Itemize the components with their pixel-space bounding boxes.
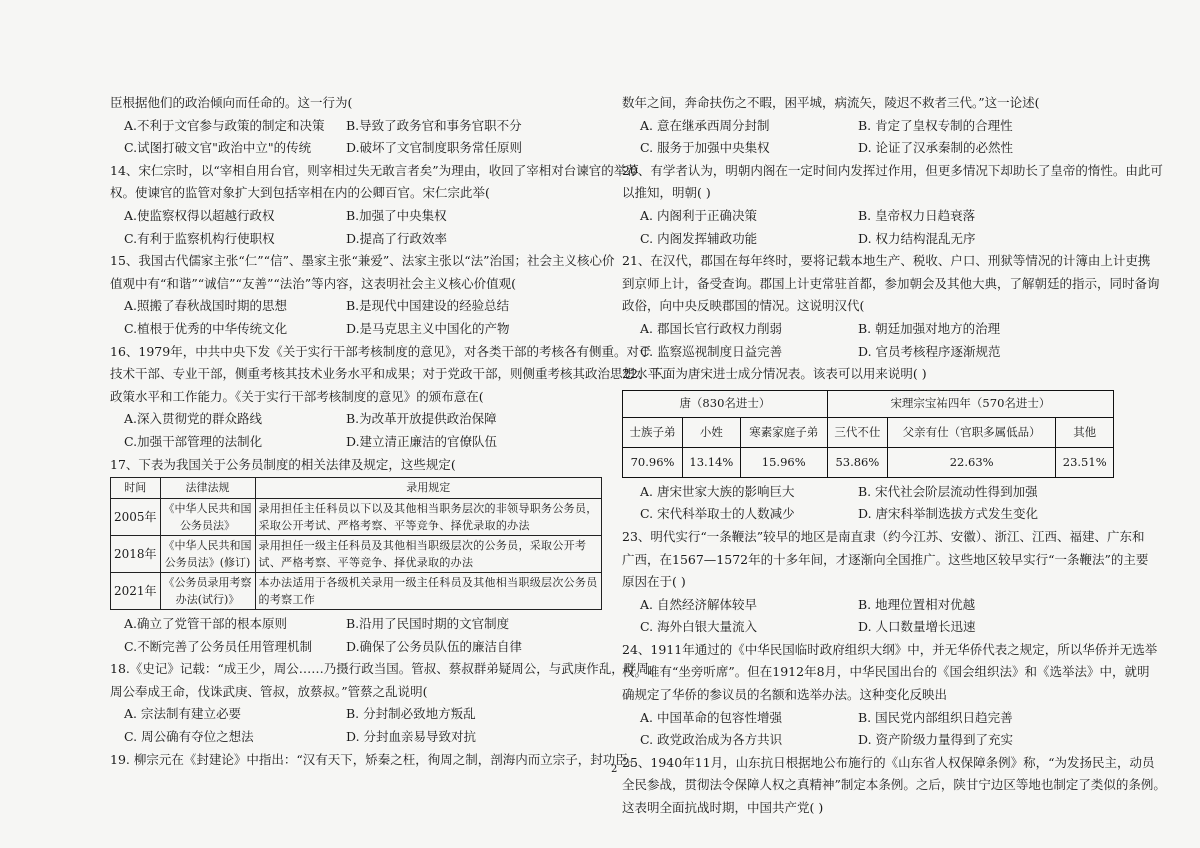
option-a: A. 内阁利于正确决策 xyxy=(640,207,757,223)
question-13-options-cd xyxy=(110,137,604,160)
option-c: C. 政党政治成为各方共识 xyxy=(640,732,783,748)
question-22-options-ab xyxy=(622,481,1120,504)
page-number: 2 xyxy=(611,764,618,775)
header-cell: 其他 xyxy=(1056,417,1114,447)
option-c: C. 周公确有夺位之想法 xyxy=(124,729,254,745)
table-row xyxy=(623,447,1114,477)
question-16-options-ab xyxy=(110,408,604,431)
question-20-stem-line: 20、有学者认为，明朝内阁在一定时间内发挥过作用，但更多情况下却助长了皇帝的惰性。由此可 xyxy=(622,162,1163,178)
question-24-options-cd xyxy=(622,729,1120,752)
question-25-stem-line: 全民参战，贯彻法令保障人权之真精神”制定本条例。之后，陕甘宁边区等地也制定了类似的条例。 xyxy=(622,777,1166,793)
option-b: B. 朝廷加强对地方的治理 xyxy=(858,320,1001,336)
law-cell: 《公务员录用考察办法(试行)》 xyxy=(160,573,255,610)
question-14-stem-line: 14、宋仁宗时，以“宰相自用台官，则宰相过失无敢言者矣”为理由，收回了宰相对台谏官的举荐 xyxy=(110,162,639,178)
option-d: D. 分封血亲易导致对抗 xyxy=(346,729,477,745)
law-cell: 《中华人民共和国公务员法》(修订) xyxy=(160,536,255,573)
header-cell: 法律法规 xyxy=(160,478,255,499)
value-cell: 70.96% xyxy=(623,447,683,477)
option-a: A. 意在继承西周分封制 xyxy=(640,117,770,133)
option-a: A.确立了党管干部的根本原则 xyxy=(124,616,288,632)
question-25-stem-line: 25、1940年11月，山东抗日根据地公布施行的《山东省人权保障条例》称，“为发扬民主，动员 xyxy=(622,754,1155,770)
option-c: C.试图打破文官"政治中立"的传统 xyxy=(124,140,312,156)
option-a: A. 中国革命的包容性增强 xyxy=(640,709,782,725)
question-16-stem-line: 技术干部、专业干部，侧重考核其技术业务水平和成果；对于党政干部，则侧重考核其政治思想水平、 xyxy=(110,366,673,382)
option-d: D. 论证了汉承秦制的必然性 xyxy=(858,140,1014,156)
option-b: B. 宋代社会阶层流动性得到加强 xyxy=(858,483,1038,499)
header-cell: 小姓 xyxy=(683,417,741,447)
question-22-options-cd xyxy=(622,503,1120,526)
table-group-row xyxy=(623,390,1114,417)
question-15-stem-line: 值观中有“和谐”“诚信”“友善”“法治”等内容，这表明社会主义核心价值观( xyxy=(110,275,517,291)
option-a: A.照搬了春秋战国时期的思想 xyxy=(124,298,288,314)
question-24-stem-line: 确规定了华侨的参议员的名额和选举办法。这种变化反映出 xyxy=(622,687,948,703)
option-d: D. 权力结构混乱无序 xyxy=(858,230,976,246)
year-cell: 2005年 xyxy=(111,499,161,536)
option-c: C. 内阁发挥辅政功能 xyxy=(640,230,758,246)
value-cell: 53.86% xyxy=(827,447,887,477)
question-23-options-cd xyxy=(622,616,1120,639)
option-d: D.破坏了文官制度职务常任原则 xyxy=(346,140,523,156)
question-24-options-ab xyxy=(622,707,1120,730)
rule-cell: 录用担任一级主任科员及其他相当职级层次的公务员，采取公开考试、严格考察、平等竞争、择优录取的办法 xyxy=(255,536,601,573)
option-d: D. 官员考核程序逐渐规范 xyxy=(858,343,1001,359)
question-23-stem-line: 原因在于( ) xyxy=(622,574,686,590)
option-b: B.沿用了民国时期的文官制度 xyxy=(346,616,510,632)
value-cell: 15.96% xyxy=(740,447,827,477)
question-14-stem-line: 权。使谏官的监管对象扩大到包括宰相在内的公卿百官。宋仁宗此举( xyxy=(110,185,490,201)
question-18-stem-line: 18.《史记》记载：“成王少，周公……乃摄行政当国。管叔、蔡叔群弟疑周公，与武庚作乱，畔周。 xyxy=(110,661,662,677)
header-cell: 录用规定 xyxy=(255,478,601,499)
question-23-options-ab xyxy=(622,594,1120,617)
header-cell: 士族子弟 xyxy=(623,417,683,447)
value-cell: 23.51% xyxy=(1056,447,1114,477)
option-c: C.有利于监察机构行使职权 xyxy=(124,230,275,246)
question-15-options-cd xyxy=(110,318,604,341)
option-c: C. 宋代科举取士的人数减少 xyxy=(640,506,795,522)
option-d: D.是马克思主义中国化的产物 xyxy=(346,320,510,336)
civil-servant-law-table xyxy=(110,477,602,610)
question-18-stem-line: 周公奉成王命，伐诛武庚、管叔，放蔡叔。”管蔡之乱说明( xyxy=(110,683,428,699)
question-14-options-ab xyxy=(110,205,604,228)
jinshi-composition-table xyxy=(622,390,1114,478)
table-header-row xyxy=(623,417,1114,447)
question-17-options-ab xyxy=(110,613,604,636)
option-a: A. 自然经济解体较早 xyxy=(640,596,757,612)
table-row xyxy=(111,573,602,610)
question-21-stem-line: 到京师上计，备受查询。郡国上计吏常驻首都，参加朝会及其他大典，了解朝廷的指示，同时备询 xyxy=(622,275,1160,291)
header-cell: 三代不仕 xyxy=(827,417,887,447)
question-13-stem-tail: 臣根据他们的政治倾向而任命的。这一行为( xyxy=(110,95,353,110)
question-19-options-cd xyxy=(622,137,1120,160)
option-c: C.加强干部管理的法制化 xyxy=(124,433,263,449)
question-19-stem: 19. 柳宗元在《封建论》中指出：“汉有天下，矫秦之枉，徇周之制，剖海内而立宗子，封功臣。 xyxy=(110,751,641,767)
question-20-options-cd xyxy=(622,228,1120,251)
option-d: D.确保了公务员队伍的廉洁自律 xyxy=(346,638,523,654)
value-cell: 22.63% xyxy=(887,447,1055,477)
question-15-stem-line: 15、我国古代儒家主张“仁”“信”、墨家主张“兼爱”、法家主张以“法”治国；社会主义核心价 xyxy=(110,253,615,269)
tang-group-header: 唐（830名进士） xyxy=(623,390,828,417)
option-b: B.为改革开放提供政治保障 xyxy=(346,411,497,427)
option-a: A.不利于文官参与政策的制定和决策 xyxy=(124,117,325,133)
option-c: C. 服务于加强中央集权 xyxy=(640,140,770,156)
question-16-stem-line: 政策水平和工作能力。《关于实行干部考核制度的意见》的颁布意在( xyxy=(110,388,484,404)
option-a: A.使监察权得以超越行政权 xyxy=(124,207,275,223)
question-18-options-cd xyxy=(110,726,604,749)
question-19-options-ab xyxy=(622,115,1120,138)
option-c: C.植根于优秀的中华传统文化 xyxy=(124,320,288,336)
option-b: B. 分封制必致地方叛乱 xyxy=(346,706,476,722)
value-cell: 13.14% xyxy=(683,447,741,477)
question-18-options-ab xyxy=(110,703,604,726)
right-column xyxy=(622,92,1166,820)
option-c: C. 海外白银大量流入 xyxy=(640,619,758,635)
question-17-options-cd xyxy=(110,636,604,659)
option-d: D. 资产阶级力量得到了充实 xyxy=(858,732,1014,748)
year-cell: 2021年 xyxy=(111,573,161,610)
law-cell: 《中华人民共和国公务员法》 xyxy=(160,499,255,536)
option-b: B.是现代中国建设的经验总结 xyxy=(346,298,510,314)
question-20-stem-line: 以推知，明朝( ) xyxy=(622,185,711,201)
option-d: D.建立清正廉洁的官僚队伍 xyxy=(346,433,498,449)
option-a: A. 宗法制有建立必要 xyxy=(124,706,241,722)
rule-cell: 录用担任主任科员以下以及其他相当职务层次的非领导职务公务员，采取公开考试、严格考察、平等竞争、择优录取的办法 xyxy=(255,499,601,536)
question-21-stem-line: 政俗，向中央反映郡国的情况。这说明汉代( xyxy=(622,298,865,314)
option-d: D. 唐宋科举制选拔方式发生变化 xyxy=(858,506,1039,522)
header-cell: 寒素家庭子弟 xyxy=(740,417,827,447)
option-b: B. 肯定了皇权专制的合理性 xyxy=(858,117,1013,133)
option-d: D. 人口数量增长迅速 xyxy=(858,619,976,635)
question-24-stem-line: 24、1911年通过的《中华民国临时政府组织大纲》中，并无华侨代表之规定，所以华侨并无选举 xyxy=(622,641,1158,657)
year-cell: 2018年 xyxy=(111,536,161,573)
option-b: B. 地理位置相对优越 xyxy=(858,596,976,612)
table-header-row xyxy=(111,478,602,499)
question-16-options-cd xyxy=(110,431,604,454)
header-cell: 父亲有仕（官职多属低品） xyxy=(887,417,1055,447)
option-b: B.导致了政务官和事务官职不分 xyxy=(346,117,522,133)
option-b: B.加强了中央集权 xyxy=(346,207,447,223)
question-23-stem-line: 23、明代实行“一条鞭法”较早的地区是南直隶（约今江苏、安徽）、浙江、江西、福建、广东和 xyxy=(622,528,1145,544)
question-22-stem: 22、下面为唐宋进士成分情况表。该表可以用来说明( ) xyxy=(622,366,927,382)
option-c: C. 监察巡视制度日益完善 xyxy=(640,343,783,359)
question-15-options-ab xyxy=(110,295,604,318)
option-b: B. 皇帝权力日趋衰落 xyxy=(858,207,976,223)
question-16-stem-line: 16、1979年，中共中央下发《关于实行干部考核制度的意见》，对各类干部的考核各有侧重。对于 xyxy=(110,343,652,359)
question-23-stem-line: 广西，在1567—1572年的十多年间，才逐渐向全国推广。这些地区较早实行“一条鞭法”的主要 xyxy=(622,551,1149,567)
question-24-stem-line: 权。唯有“坐旁听席”。但在1912年8月，中华民国出台的《国会组织法》和《选举法》中，就明 xyxy=(622,664,1150,680)
table-row xyxy=(111,536,602,573)
option-a: A.深入贯彻党的群众路线 xyxy=(124,411,263,427)
question-21-stem-line: 21、在汉代，郡国在每年终时，要将记载本地生产、税收、户口、刑狱等情况的计簿由上计吏携 xyxy=(622,253,1151,269)
option-a: A. 唐宋世家大族的影响巨大 xyxy=(640,483,795,499)
question-14-options-cd xyxy=(110,228,604,251)
header-cell: 时间 xyxy=(111,478,161,499)
question-25-stem-line: 这表明全面抗战时期，中国共产党( ) xyxy=(622,800,824,816)
question-20-options-ab xyxy=(622,205,1120,228)
song-group-header: 宋理宗宝祐四年（570名进士） xyxy=(827,390,1113,417)
rule-cell: 本办法适用于各级机关录用一级主任科员及其他相当职级层次公务员的考察工作 xyxy=(255,573,601,610)
question-19-stem-cont: 数年之间，奔命扶伤之不暇，困平城，病流矢，陵迟不救者三代。”这一论述( xyxy=(622,95,1040,110)
question-17-stem: 17、下表为我国关于公务员制度的相关法律及规定，这些规定( xyxy=(110,456,456,472)
question-13-options-ab xyxy=(110,115,604,138)
table-row xyxy=(111,499,602,536)
option-b: B. 国民党内部组织日趋完善 xyxy=(858,709,1013,725)
option-d: D.提高了行政效率 xyxy=(346,230,448,246)
option-a: A. 郡国长官行政权力削弱 xyxy=(640,320,782,336)
question-21-options-cd xyxy=(622,341,1120,364)
question-21-options-ab xyxy=(622,318,1120,341)
option-c: C.不断完善了公务员任用管理机制 xyxy=(124,638,313,654)
